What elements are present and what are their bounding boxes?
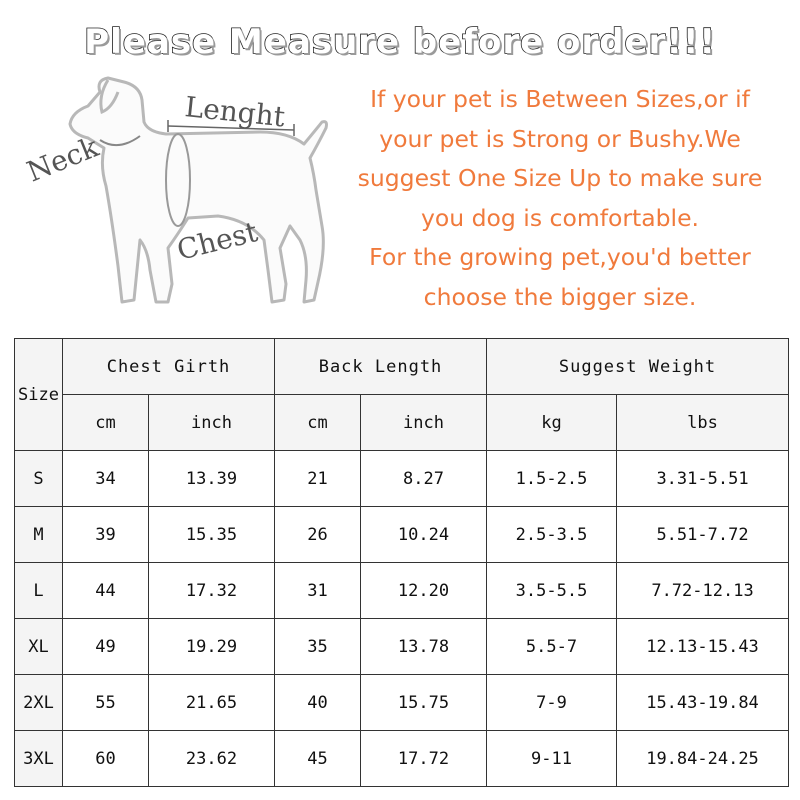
- size-cell: S: [15, 451, 63, 507]
- size-cell: M: [15, 507, 63, 563]
- table-unit-header-row: [15, 395, 789, 451]
- table-cell: 17.32: [149, 563, 275, 619]
- advice-line: suggest One Size Up to make sure: [357, 164, 763, 192]
- unit-header: cm: [63, 395, 149, 451]
- table-cell: 19.84-24.25: [617, 731, 789, 787]
- unit-header: kg: [487, 395, 617, 451]
- table-cell: 26: [275, 507, 361, 563]
- table-row: [15, 563, 789, 619]
- table-cell: 60: [63, 731, 149, 787]
- table-row: [15, 451, 789, 507]
- table-cell: 13.39: [149, 451, 275, 507]
- dog-measurement-diagram: [18, 70, 348, 320]
- table-cell: 21: [275, 451, 361, 507]
- table-cell: 15.35: [149, 507, 275, 563]
- chest-girth-header: Chest Girth: [63, 339, 275, 395]
- table-cell: 3.5-5.5: [487, 563, 617, 619]
- unit-header: inch: [149, 395, 275, 451]
- table-row: [15, 675, 789, 731]
- size-chart-table: [14, 338, 789, 787]
- advice-line: you dog is comfortable.: [420, 203, 700, 232]
- advice-line: choose the bigger size.: [423, 282, 697, 311]
- unit-header: cm: [275, 395, 361, 451]
- table-cell: 34: [63, 451, 149, 507]
- table-cell: 21.65: [149, 675, 275, 731]
- table-cell: 15.75: [361, 675, 487, 731]
- table-cell: 13.78: [361, 619, 487, 675]
- neck-label: Neck: [22, 130, 103, 189]
- table-row: [15, 731, 789, 787]
- size-cell: XL: [15, 619, 63, 675]
- size-rows: [15, 451, 789, 787]
- table-row: [15, 507, 789, 563]
- table-cell: 12.20: [361, 563, 487, 619]
- table-cell: 19.29: [149, 619, 275, 675]
- table-cell: 35: [275, 619, 361, 675]
- table-cell: 55: [63, 675, 149, 731]
- size-cell: 3XL: [15, 731, 63, 787]
- unit-header: lbs: [617, 395, 789, 451]
- unit-header: inch: [361, 395, 487, 451]
- table-cell: 9-11: [487, 731, 617, 787]
- table-cell: 23.62: [149, 731, 275, 787]
- page-heading: Please Measure before order!!!: [84, 22, 716, 62]
- size-column-header: Size: [15, 339, 63, 451]
- table-cell: 12.13-15.43: [617, 619, 789, 675]
- length-label: Lenght: [183, 90, 287, 134]
- table-cell: 10.24: [361, 507, 487, 563]
- back-length-header: Back Length: [275, 339, 487, 395]
- table-group-header-row: [15, 339, 789, 395]
- table-cell: 1.5-2.5: [487, 451, 617, 507]
- advice-line: your pet is Strong or Bushy.We: [379, 124, 741, 153]
- table-cell: 5.51-7.72: [617, 507, 789, 563]
- table-cell: 39: [63, 507, 149, 563]
- table-cell: 49: [63, 619, 149, 675]
- table-cell: 17.72: [361, 731, 487, 787]
- table-cell: 2.5-3.5: [487, 507, 617, 563]
- table-cell: 44: [63, 563, 149, 619]
- table-cell: 40: [275, 675, 361, 731]
- table-cell: 7.72-12.13: [617, 563, 789, 619]
- table-cell: 5.5-7: [487, 619, 617, 675]
- size-cell: 2XL: [15, 675, 63, 731]
- advice-line: If your pet is Between Sizes,or if: [370, 85, 750, 113]
- table-cell: 15.43-19.84: [617, 675, 789, 731]
- table-cell: 8.27: [361, 451, 487, 507]
- table-row: [15, 619, 789, 675]
- chest-label: Chest: [173, 215, 261, 267]
- size-cell: L: [15, 563, 63, 619]
- table-cell: 3.31-5.51: [617, 451, 789, 507]
- sizing-advice: [340, 80, 780, 317]
- advice-line: For the growing pet,you'd better: [369, 243, 751, 271]
- table-cell: 45: [275, 731, 361, 787]
- table-cell: 31: [275, 563, 361, 619]
- table-cell: 7-9: [487, 675, 617, 731]
- suggest-weight-header: Suggest Weight: [487, 339, 789, 395]
